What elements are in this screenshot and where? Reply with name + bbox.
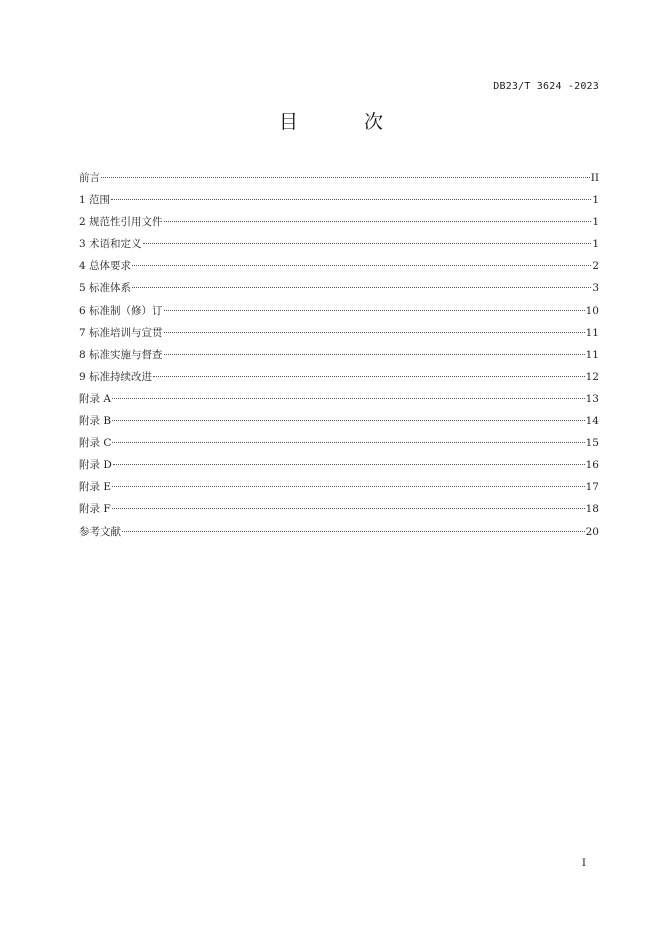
toc-entry-page: 1 [592, 238, 599, 251]
toc-entry-label: 附录 B [79, 415, 112, 428]
toc-entry-appendix-e[interactable] [79, 476, 599, 498]
dot-leader [113, 464, 585, 465]
toc-entry-general-requirements[interactable] [79, 255, 599, 277]
dot-leader [112, 508, 585, 509]
document-code: DB23/T 3624 -2023 [493, 81, 599, 92]
toc-entry-label: 8 标准实施与督查 [79, 348, 163, 361]
toc-entry-page: 1 [592, 194, 599, 207]
toc-entry-label: 前言 [79, 172, 100, 184]
toc-entry-label: 参考文献 [79, 525, 121, 538]
dot-leader [112, 486, 585, 487]
toc-entry-label: 4 总体要求 [79, 260, 132, 273]
dot-leader [132, 265, 591, 266]
dot-leader [164, 221, 592, 222]
dot-leader [111, 199, 591, 200]
toc-entry-label: 6 标准制（修）订 [79, 304, 163, 317]
toc-entry-label: 7 标准培训与宣贯 [79, 326, 163, 339]
toc-entry-label: 9 标准持续改进 [79, 370, 153, 383]
toc-entry-label: 附录 A [79, 392, 111, 405]
toc-entry-standard-implementation[interactable] [79, 344, 599, 366]
toc-entry-page: 15 [585, 437, 599, 450]
toc-entry-page: 11 [585, 326, 599, 339]
toc-entry-page: 14 [585, 415, 599, 428]
toc-entry-standard-training[interactable] [79, 322, 599, 344]
dot-leader [164, 354, 585, 355]
toc-entry-page: II [590, 172, 599, 184]
toc-entry-page: 3 [592, 282, 599, 295]
dot-leader [112, 442, 584, 443]
toc-entry-page: 10 [585, 304, 599, 317]
page-number: I [581, 857, 586, 869]
toc-entry-page: 1 [592, 216, 599, 229]
toc-entry-foreword[interactable] [79, 167, 599, 189]
toc-entry-label: 3 术语和定义 [79, 238, 142, 251]
toc-entry-label: 1 范围 [79, 194, 111, 207]
toc-entry-normative-references[interactable] [79, 211, 599, 233]
dot-leader [143, 243, 592, 244]
toc-entry-label: 5 标准体系 [79, 282, 132, 295]
toc-entry-page: 20 [585, 525, 599, 538]
toc-entry-page: 2 [592, 260, 599, 273]
toc-entry-appendix-a[interactable] [79, 388, 599, 410]
toc-entry-page: 12 [585, 370, 599, 383]
toc-entry-standard-system[interactable] [79, 277, 599, 299]
toc-entry-standard-revision[interactable] [79, 300, 599, 322]
dot-leader [164, 332, 585, 333]
toc-entry-page: 13 [585, 392, 599, 405]
toc-entry-label: 附录 D [79, 459, 112, 472]
toc-entry-page: 16 [585, 459, 599, 472]
toc-entry-label: 2 规范性引用文件 [79, 216, 163, 229]
toc-entry-scope[interactable] [79, 189, 599, 211]
toc-entry-bibliography[interactable] [79, 521, 599, 543]
toc-entry-page: 17 [585, 481, 599, 494]
toc-entry-appendix-d[interactable] [79, 454, 599, 476]
dot-leader [122, 531, 585, 532]
table-of-contents [79, 167, 599, 543]
toc-entry-page: 18 [585, 503, 599, 516]
toc-entry-page: 11 [585, 348, 599, 361]
toc-entry-appendix-f[interactable] [79, 498, 599, 520]
dot-leader [112, 420, 585, 421]
toc-entry-appendix-b[interactable] [79, 410, 599, 432]
toc-entry-terms-definitions[interactable] [79, 233, 599, 255]
dot-leader [153, 376, 585, 377]
toc-entry-label: 附录 E [79, 481, 112, 494]
toc-entry-continuous-improvement[interactable] [79, 366, 599, 388]
toc-title: 目 次 [278, 111, 414, 133]
dot-leader [101, 177, 590, 178]
toc-entry-appendix-c[interactable] [79, 432, 599, 454]
dot-leader [112, 398, 585, 399]
dot-leader [164, 310, 585, 311]
toc-entry-label: 附录 F [79, 503, 111, 516]
toc-entry-label: 附录 C [79, 437, 112, 450]
dot-leader [132, 287, 591, 288]
